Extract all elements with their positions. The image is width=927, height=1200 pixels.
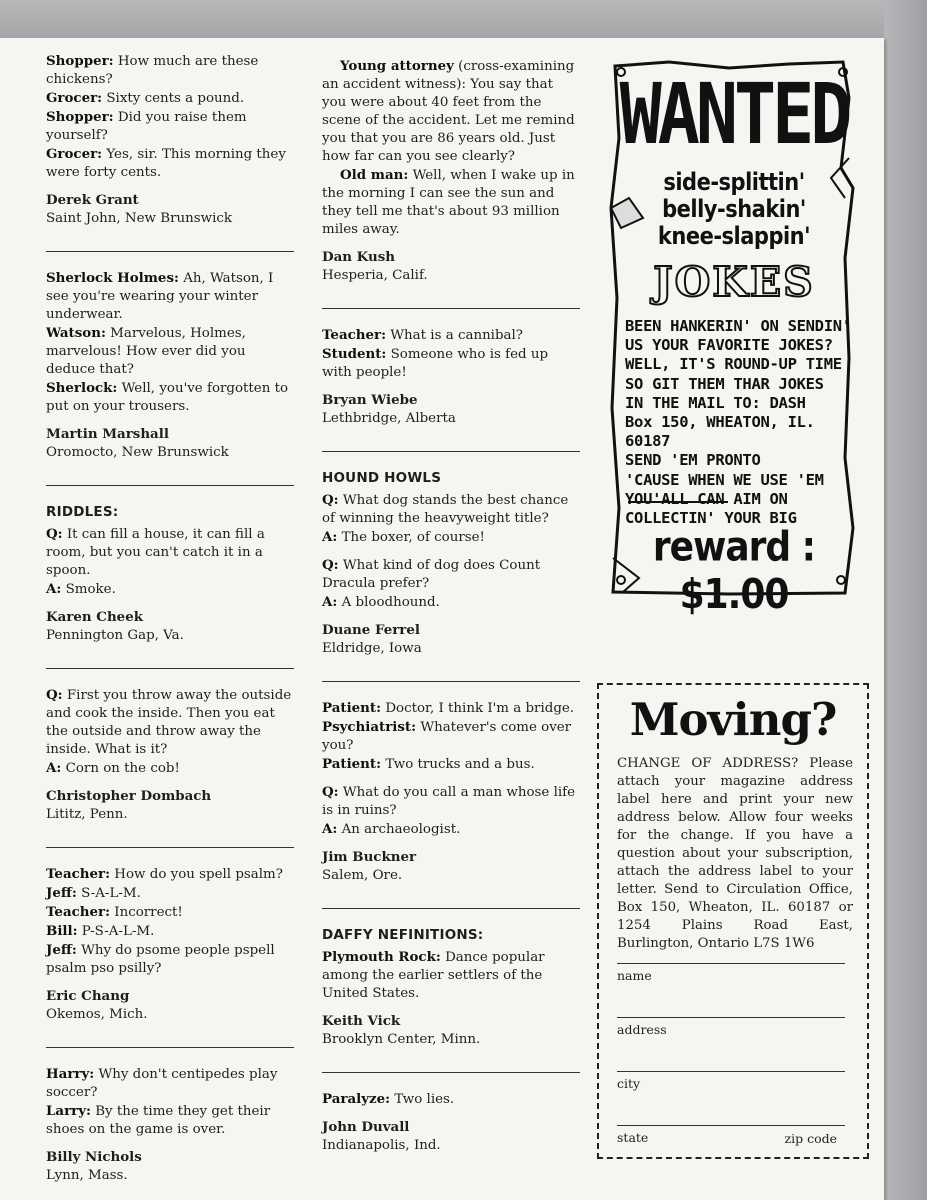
speaker: Watson: — [46, 325, 106, 341]
spacer — [322, 839, 580, 848]
contributor-place: Eldridge, Iowa — [322, 641, 422, 656]
spacer — [46, 1024, 294, 1047]
contributor-name — [46, 987, 294, 1006]
line-text: What dog stands the best chance of winning the heavyweight title? — [322, 493, 569, 526]
contributor-name — [322, 248, 580, 267]
spacer — [322, 909, 580, 926]
spacer — [46, 416, 294, 425]
speaker: Q: — [322, 557, 339, 573]
speaker: A: — [46, 760, 62, 776]
contributor-name — [46, 1148, 294, 1167]
contributor-place: Indianapolis, Ind. — [322, 1138, 441, 1153]
dialogue-line — [322, 593, 580, 612]
contributor-name — [46, 787, 294, 806]
line-text: P-S-A-L-M. — [81, 924, 155, 939]
contributor-name-text: John Duvall — [322, 1119, 410, 1135]
wanted-message-line: BEEN HANKERIN' ON SENDIN' — [625, 317, 851, 335]
wanted-subtitle-1: side-splittin' — [663, 168, 805, 196]
dialogue-line — [322, 556, 580, 593]
contributor-name-text: Duane Ferrel — [322, 622, 420, 638]
dialogue-line — [322, 326, 580, 345]
spacer — [322, 658, 580, 681]
speaker: Sherlock: — [46, 380, 118, 396]
contributor-name-text: Karen Cheek — [46, 609, 143, 625]
line-text: Incorrect! — [114, 905, 183, 920]
spacer — [322, 612, 580, 621]
line-text: What is a cannibal? — [390, 328, 523, 343]
dialogue-line — [46, 324, 294, 379]
dialogue-line — [46, 759, 294, 778]
speaker: Grocer: — [46, 146, 103, 162]
spacer — [322, 1109, 580, 1118]
spacer — [322, 547, 580, 556]
contributor-place: Brooklyn Center, Minn. — [322, 1032, 481, 1047]
spacer — [46, 182, 294, 191]
contributor-name-text: Billy Nichols — [46, 1149, 142, 1165]
spacer — [46, 824, 294, 847]
spacer — [46, 599, 294, 608]
dialogue-line — [322, 783, 580, 820]
contributor-name-text: Bryan Wiebe — [322, 392, 418, 408]
spacer — [322, 309, 580, 326]
wanted-message-line: US YOUR FAVORITE JOKES? — [625, 336, 833, 355]
speaker: Plymouth Rock: — [322, 949, 441, 965]
line-text: Did you raise them yourself? — [46, 110, 247, 143]
line-text: A bloodhound. — [341, 595, 440, 610]
line-text: First you throw away the outside and cook the inside. Then you eat the outside and throw away the inside. What is it? — [46, 688, 292, 757]
line-text: The boxer, of course! — [341, 530, 485, 545]
speaker: A: — [46, 581, 62, 597]
spacer — [46, 1139, 294, 1148]
line-text: Why do psome people pspell psalm pso psilly? — [46, 943, 275, 976]
line-text: Smoke. — [65, 582, 116, 597]
contributor-name-text: Derek Grant — [46, 192, 139, 208]
dialogue-line — [46, 580, 294, 599]
contributor-place: Lititz, Penn. — [46, 807, 128, 822]
contributor-name — [46, 191, 294, 210]
wanted-message — [625, 317, 853, 528]
speaker: Jeff: — [46, 885, 77, 901]
spacer — [46, 669, 294, 686]
dialogue-line — [322, 1090, 580, 1109]
dialogue-line — [46, 145, 294, 182]
spacer — [322, 452, 580, 469]
contributor-name-text: Martin Marshall — [46, 426, 169, 442]
speaker: Grocer: — [46, 90, 103, 106]
speaker: Patient: — [322, 700, 382, 716]
line-text: What do you call a man whose life is in ruins? — [322, 785, 576, 818]
line-text: Dance popular among the earlier settlers of the United States. — [322, 950, 545, 1001]
spacer — [322, 1003, 580, 1012]
speaker: Sherlock Holmes: — [46, 270, 179, 286]
collectin-underline — [628, 501, 728, 503]
name-label: name — [617, 968, 652, 983]
line-text: Ah, Watson, I see you're wearing your winter underwear. — [46, 271, 274, 322]
dialogue-line — [322, 718, 580, 755]
dialogue-line — [46, 884, 294, 903]
line-text: (cross-examining an accident witness): You say that you were about 40 feet from the scene of the accident. Let me remind you that you are 86 years old. Just how far can you see clearly? — [322, 59, 575, 164]
speaker: Q: — [322, 784, 339, 800]
section-heading: RIDDLES: — [46, 504, 119, 520]
speaker: Larry: — [46, 1103, 91, 1119]
speaker: Student: — [322, 346, 387, 362]
spacer — [322, 382, 580, 391]
speaker: Shopper: — [46, 109, 114, 125]
speaker: Teacher: — [46, 904, 111, 920]
spacer — [322, 774, 580, 783]
contributor-place: Lynn, Mass. — [46, 1168, 128, 1183]
contributor-name-text: Dan Kush — [322, 249, 396, 265]
line-text: S-A-L-M. — [81, 886, 141, 901]
speaker: Shopper: — [46, 53, 114, 69]
dialogue-line — [46, 1102, 294, 1139]
contributor-name-text: Christopher Dombach — [46, 788, 212, 804]
speaker: Teacher: — [322, 327, 387, 343]
contributor-name — [322, 848, 580, 867]
contributor-name-text: Jim Buckner — [322, 849, 417, 865]
wanted-subtitle-2: belly-shakin' — [662, 195, 806, 223]
line-text: It can fill a house, it can fill a room, but you can't catch it in a spoon. — [46, 527, 265, 578]
line-text: What kind of dog does Count Dracula prefer? — [322, 558, 541, 591]
reward-text: reward : $1.00 — [652, 523, 816, 619]
dialogue-line — [46, 686, 294, 759]
line-text: An archaeologist. — [341, 822, 461, 837]
line-text: Sixty cents a pound. — [106, 91, 245, 106]
speaker: A: — [322, 821, 338, 837]
contributor-place: Okemos, Mich. — [46, 1007, 148, 1022]
contributor-name — [46, 425, 294, 444]
dialogue-line — [46, 941, 294, 978]
speaker: Jeff: — [46, 942, 77, 958]
wanted-subtitle-3: knee-slappin' — [657, 222, 811, 250]
contributor-name-text: Keith Vick — [322, 1013, 401, 1029]
contributor-place: Lethbridge, Alberta — [322, 411, 456, 426]
line-text: Someone who is fed up with people! — [322, 347, 549, 380]
contributor-place: Oromocto, New Brunswick — [46, 445, 229, 460]
speaker: Old man: — [340, 167, 409, 183]
line-text: Two lies. — [394, 1092, 455, 1107]
spacer — [322, 885, 580, 908]
contributor-name-text: Eric Chang — [46, 988, 130, 1004]
wanted-message-line: SO GIT THEM THAR JOKES — [625, 374, 824, 393]
moving-title: Moving? — [629, 693, 837, 746]
speaker: Teacher: — [46, 866, 111, 882]
spacer — [322, 682, 580, 699]
page-edge-top — [0, 0, 927, 38]
zip-code-label: zip code — [784, 1131, 837, 1146]
dialogue-line — [322, 345, 580, 382]
city-label: city — [617, 1076, 641, 1091]
dialogue-line — [46, 525, 294, 580]
line-text: Whatever's come over you? — [322, 720, 572, 753]
dialogue-line — [46, 865, 294, 884]
speaker: Young attorney — [340, 58, 454, 74]
wanted-poster — [609, 58, 859, 619]
dialogue-line — [322, 699, 580, 718]
dialogue-line — [46, 108, 294, 145]
change-of-address-box — [597, 683, 869, 1159]
dialogue-line — [46, 903, 294, 922]
spacer — [322, 1073, 580, 1090]
wanted-message-line: SEND 'EM PRONTO — [625, 451, 761, 470]
dialogue-line — [322, 57, 580, 166]
line-text: Corn on the cob! — [65, 761, 180, 776]
wanted-message-line: Box 150, WHEATON, IL. 60187 — [625, 413, 815, 451]
contributor-name — [46, 608, 294, 627]
spacer — [46, 778, 294, 787]
line-text: Yes, sir. This morning they were forty cents. — [46, 147, 286, 180]
moving-instructions: CHANGE OF ADDRESS? Please attach your magazine address label here and print your new address below. Allow four weeks for the change. If you have a question about your subscription, attach the address label to your letter. Send to Circulation Office, Box 150, Wheaton, IL. 60187 or 1254 Plains Road East, Burlington, Ontario L7S 1W6 — [617, 756, 853, 951]
contributor-place: Saint John, New Brunswick — [46, 211, 232, 226]
dialogue-line — [46, 1065, 294, 1102]
line-text: How much are these chickens? — [46, 54, 259, 87]
page-edge-right — [884, 0, 927, 1200]
line-text: Marvelous, Holmes, marvelous! How ever did you deduce that? — [46, 326, 246, 377]
contributor-name — [322, 621, 580, 640]
line-text: By the time they get their shoes on the game is over. — [46, 1104, 271, 1137]
dialogue-line — [46, 269, 294, 324]
spacer — [46, 486, 294, 503]
name-field[interactable] — [617, 963, 845, 983]
line-text: How do you spell psalm? — [114, 867, 283, 882]
line-text: Doctor, I think I'm a bridge. — [385, 701, 575, 716]
speaker: Harry: — [46, 1066, 95, 1082]
speaker: Paralyze: — [322, 1091, 391, 1107]
spacer — [46, 462, 294, 485]
spacer — [46, 848, 294, 865]
speaker: Q: — [46, 687, 63, 703]
wanted-message-line: COLLECTIN' YOUR BIG — [625, 509, 797, 528]
line-text: Two trucks and a bus. — [385, 757, 535, 772]
line-text: Well, you've forgotten to put on your trousers. — [46, 381, 289, 414]
speaker: Q: — [46, 526, 63, 542]
state-label: state — [617, 1130, 649, 1145]
dialogue-line — [46, 89, 294, 108]
spacer — [322, 1049, 580, 1072]
spacer — [46, 252, 294, 269]
speaker: A: — [322, 594, 338, 610]
dialogue-line — [46, 52, 294, 89]
section-heading: HOUND HOWLS — [322, 470, 442, 486]
speaker: Bill: — [46, 923, 78, 939]
contributor-place: Salem, Ore. — [322, 868, 403, 883]
spacer — [46, 1048, 294, 1065]
address-label: address — [617, 1022, 667, 1037]
wanted-title: WANTED — [619, 64, 849, 164]
spacer — [322, 239, 580, 248]
contributor-name — [322, 1012, 580, 1031]
speaker: Psychiatrist: — [322, 719, 417, 735]
speaker: Q: — [322, 492, 339, 508]
dialogue-line — [322, 820, 580, 839]
jokes-heading: JOKES — [653, 258, 815, 306]
speaker: Patient: — [322, 756, 382, 772]
dialogue-line — [322, 948, 580, 1003]
contributor-place: Hesperia, Calif. — [322, 268, 428, 283]
city-field[interactable] — [617, 1071, 845, 1091]
dialogue-line — [46, 922, 294, 941]
contributor-name — [322, 391, 580, 410]
spacer — [46, 978, 294, 987]
wanted-message-line: IN THE MAIL TO: DASH — [625, 393, 806, 412]
spacer — [322, 285, 580, 308]
speaker: A: — [322, 529, 338, 545]
wanted-message-line: 'CAUSE WHEN WE USE 'EM — [625, 470, 824, 489]
dialogue-line — [322, 528, 580, 547]
contributor-place: Pennington Gap, Va. — [46, 628, 184, 643]
section-heading: DAFFY NEFINITIONS: — [322, 927, 484, 943]
middle-joke-column — [322, 57, 580, 1155]
line-text: Why don't centipedes play soccer? — [46, 1067, 278, 1100]
dialogue-line — [322, 166, 580, 239]
address-field[interactable] — [617, 1017, 845, 1037]
left-joke-column — [46, 52, 294, 1185]
spacer — [46, 228, 294, 251]
line-text: Well, when I wake up in the morning I can see the sun and they tell me that's about 93 million miles away. — [322, 168, 575, 237]
dialogue-line — [322, 755, 580, 774]
dialogue-line — [322, 491, 580, 528]
contributor-name — [322, 1118, 580, 1137]
spacer — [46, 645, 294, 668]
dialogue-line — [46, 379, 294, 416]
spacer — [322, 428, 580, 451]
wanted-message-line: WELL, IT'S ROUND-UP TIME — [625, 355, 842, 374]
wanted-message-line: YOU'ALL CAN AIM ON — [625, 489, 788, 508]
